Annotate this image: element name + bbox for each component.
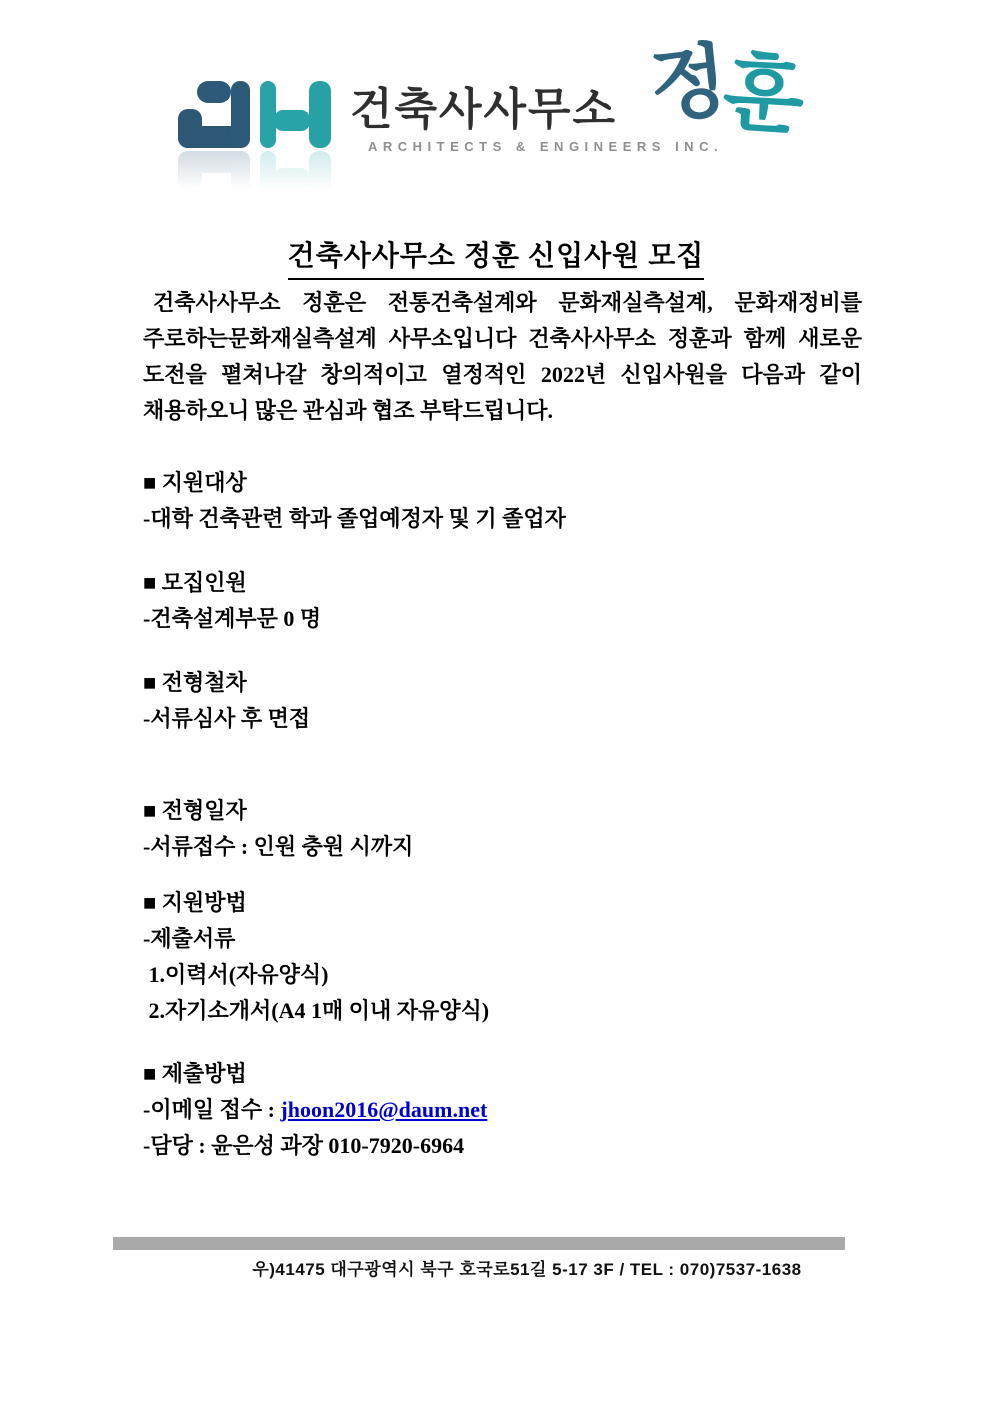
title-row — [0, 234, 992, 280]
jh-logo-mark-reflection — [178, 151, 331, 218]
section-heading: ■ 지원대상 — [143, 470, 247, 495]
section-item: 1.이력서(자유양식) — [143, 962, 329, 987]
page-title: 건축사사무소 정훈 신입사원 모집 — [288, 234, 705, 280]
footer-address: 우)41475 대구광역시 북구 호국로51길 5-17 3F / TEL : 070)7537-1638 — [252, 1260, 802, 1279]
document-body — [143, 283, 862, 1164]
section-item: -서류심사 후 면접 — [143, 706, 311, 731]
section-item: -건축설계부문 0 명 — [143, 606, 322, 631]
section-how-to-apply — [143, 885, 862, 1029]
logo-company-name: 건축사사무소 — [350, 85, 618, 134]
logo-calligraphy — [645, 32, 808, 146]
section-heading: ■ 제출방법 — [143, 1061, 247, 1086]
contact-line: -담당 : 윤은성 과장 010-7920-6964 — [143, 1133, 465, 1158]
section-headcount — [143, 565, 862, 637]
calligraphy-char-hoon: 훈 — [719, 41, 808, 146]
section-heading: ■ 지원방법 — [143, 890, 247, 915]
section-schedule — [143, 793, 862, 865]
section-item: -대학 건축관련 학과 졸업예정자 및 기 졸업자 — [143, 506, 566, 531]
section-heading: ■ 전형일자 — [143, 798, 247, 823]
section-process — [143, 665, 862, 737]
section-item: -제출서류 — [143, 926, 236, 951]
section-submission — [143, 1056, 862, 1164]
section-item: 2.자기소개서(A4 1매 이내 자유양식) — [143, 998, 490, 1023]
section-heading: ■ 전형철차 — [143, 670, 247, 695]
email-label: -이메일 접수 : — [143, 1097, 281, 1122]
email-link[interactable]: jhoon2016@daum.net — [280, 1097, 488, 1122]
calligraphy-char-jeong: 정 — [645, 32, 732, 134]
footer-divider-bar — [113, 1237, 845, 1250]
intro-paragraph: 건축사사무소 정훈은 전통건축설계와 문화재실측설계, 문화재정비를 주로하는문화재실측설계 사무소입니다 건축사사무소 정훈과 함께 새로운 도전을 펼쳐나갈 창의적이고 열정적인 2022년 신입사원을 다음과 같이 채용하오니 많은 관심과 협조 부탁드립니다. — [143, 290, 862, 423]
logo-subtitle: ARCHITECTS & ENGINEERS INC. — [368, 139, 724, 154]
email-line — [143, 1092, 862, 1128]
jh-logo-mark-icon — [178, 81, 331, 148]
section-item: -서류접수 : 인원 충원 시까지 — [143, 834, 414, 859]
section-heading: ■ 모집인원 — [143, 570, 247, 595]
section-applicants — [143, 465, 862, 537]
